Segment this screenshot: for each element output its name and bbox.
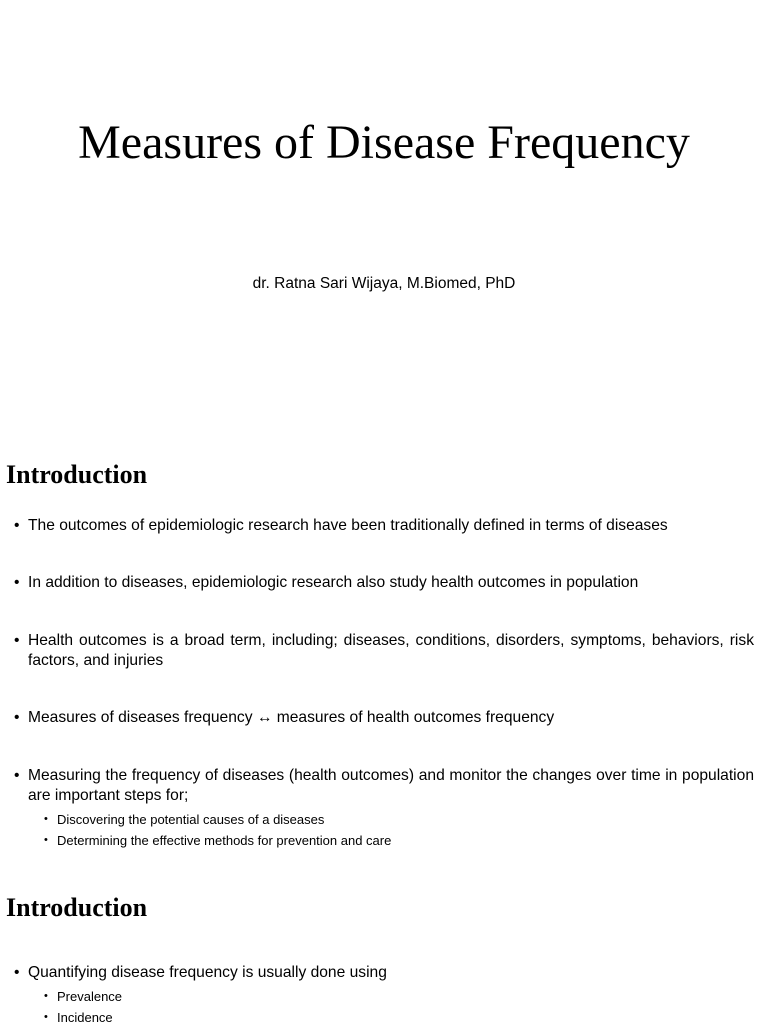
sub-list-item (44, 811, 744, 828)
sub-list-item (44, 988, 744, 1005)
bullet-text: The outcomes of epidemiologic research have been traditionally defined in terms of diseases (28, 517, 668, 534)
section-heading: Introduction (6, 893, 148, 922)
bullet-icon: • (44, 813, 48, 825)
bullet-icon: • (14, 517, 20, 534)
list-item (14, 963, 754, 983)
bullet-text: Health outcomes is a broad term, including; diseases, conditions, disorders, symptoms, behaviors, risk factors, and injuries (28, 632, 754, 669)
bullet-text: In addition to diseases, epidemiologic research also study health outcomes in population (28, 574, 639, 591)
sub-list-item (44, 1009, 744, 1026)
slide-author: dr. Ratna Sari Wijaya, M.Biomed, PhD (252, 275, 516, 292)
bullet-icon: • (14, 964, 20, 981)
bullet-icon: • (14, 574, 20, 591)
sub-bullet-text: Prevalence (57, 989, 123, 1004)
bullet-text: Measures of diseases frequency ↔ measures of health outcomes frequency (28, 709, 555, 726)
bullet-icon: • (14, 632, 20, 649)
bullet-text: Quantifying disease frequency is usually done using (28, 964, 387, 981)
list-item (14, 516, 754, 536)
sub-list-item (44, 832, 744, 849)
bullet-icon: • (44, 834, 48, 846)
bullet-icon: • (14, 709, 20, 726)
sub-bullet-text: Determining the effective methods for prevention and care (57, 833, 392, 848)
list-item (14, 631, 754, 671)
section-heading: Introduction (6, 460, 148, 489)
slide-title: Measures of Disease Frequency (78, 116, 690, 169)
bullet-text: Measuring the frequency of diseases (health outcomes) and monitor the changes over time in population are important steps for; (28, 767, 754, 804)
sub-bullet-text: Discovering the potential causes of a diseases (57, 812, 325, 827)
sub-bullet-text: Incidence (57, 1010, 113, 1025)
bullet-icon: • (14, 767, 20, 784)
list-item (14, 766, 754, 806)
list-item (14, 573, 754, 593)
list-item (14, 708, 754, 728)
bullet-icon: • (44, 990, 48, 1002)
bullet-icon: • (44, 1011, 48, 1023)
